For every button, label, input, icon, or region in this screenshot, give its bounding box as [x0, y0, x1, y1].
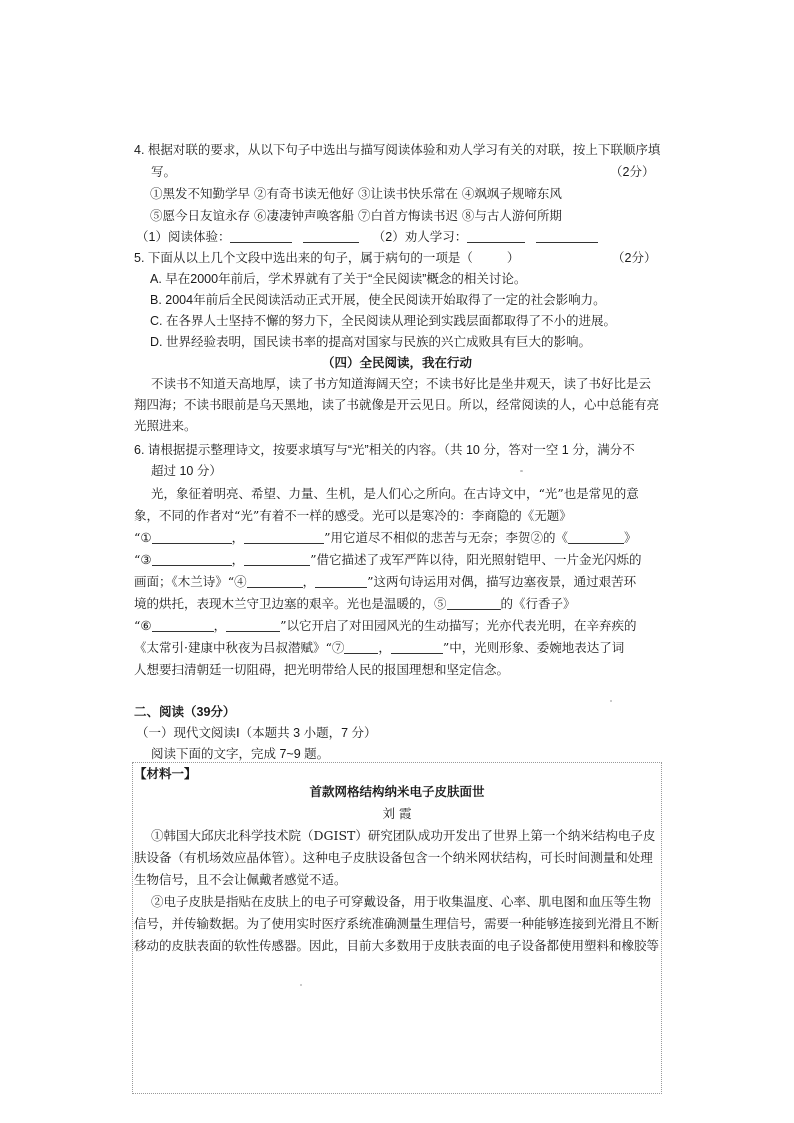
q6-comma: ， [231, 552, 245, 567]
q6-blank-2[interactable] [568, 529, 624, 544]
section4-para-line-2: 翔四海；不读书眼前是乌天黑地，读了书就像是开云见日。所以，经常阅读的人，心中总能有亮 [134, 397, 660, 412]
q6-line-9: 人想要扫清朝廷一切阻碍，把光明带给人民的报国理想和坚定信念。 [134, 662, 510, 677]
q6-comma: ， [213, 618, 227, 633]
q6-line-6-text: 境的烘托，表现木兰守卫边塞的艰辛。光也是温暖的，⑤ [134, 596, 447, 611]
q6-comma: ， [378, 640, 391, 655]
q6-blank-6a[interactable] [152, 617, 214, 632]
q6-blank-6b[interactable] [226, 617, 280, 632]
q6-blank-1-label: “① [134, 530, 152, 545]
scan-speck [610, 700, 612, 702]
q6-line-8-end: ”中，光则形象、委婉地表达了词 [442, 640, 625, 655]
q6-blank-5[interactable] [447, 595, 501, 610]
q6-comma: ， [302, 574, 316, 589]
q6-line-1: 光，象征着明亮、希望、力量、生机，是人们心之所向。在古诗文中，“光”也是常见的意 [151, 486, 639, 501]
article-p1-line-1: ①韩国大邱庆北科学技术院（DGIST）研究团队成功开发出了世界上第一个纳米结构电子皮 [151, 828, 656, 843]
q4-stem: 4. 根据对联的要求，从以下句子中选出与描写阅读体验和劝人学习有关的对联，按上下联顺序填 [134, 143, 661, 157]
q4-answer-label-2: （2）劝人学习： [372, 230, 468, 244]
q5-score: （2分） [612, 251, 657, 265]
q6-line-8 [134, 638, 624, 658]
section4-heading: （四）全民阅读，我在行动 [321, 356, 472, 370]
q5-option-a: A. 早在2000年前后，学术界就有了关于“全民阅读”概念的相关讨论。 [150, 272, 527, 286]
scan-speck [300, 984, 302, 986]
q4-blank-2[interactable] [303, 228, 359, 243]
q6-blank-7b[interactable] [391, 639, 443, 654]
q6-line-5 [134, 572, 636, 592]
q5-option-b: B. 2004年前后全民阅读活动正式开展，使全民阅读开始取得了一定的社会影响力。 [150, 293, 606, 307]
q6-blank-1a[interactable] [152, 529, 232, 544]
q6-stem-cont: 超过 10 分） [151, 464, 222, 478]
article-p2-line-2: 信号，并传输数据。为了使用实时医疗系统准确测量生理信号，需要一种能够连接到光滑且不断 [134, 916, 660, 931]
q6-blank-3b[interactable] [244, 551, 310, 566]
material-label: 【材料一】 [134, 767, 197, 781]
q6-line-4 [134, 550, 642, 570]
q4-blank-3[interactable] [467, 228, 525, 243]
section4-para-line-1: 不读书不知道天高地厚，读了书方知道海阔天空；不读书好比是坐井观天，读了书好比是云 [151, 376, 652, 391]
article-p2-line-1: ②电子皮肤是指贴在皮肤上的电子可穿戴设备，用于收集温度、心率、肌电图和血压等生物 [151, 894, 652, 909]
q5-stem-paren: ） [506, 251, 520, 265]
article-title: 首款网格结构纳米电子皮肤面世 [309, 785, 485, 799]
q6-line-2: 象，不同的作者对“光”有着不一样的感受。光可以是寒冷的：李商隐的《无题》 [134, 508, 572, 523]
q6-stem: 6. 请根据提示整理诗文，按要求填写与“光”相关的内容。（共 10 分，答对一空 1 分，满分不 [134, 443, 635, 457]
q6-line-3-end: 》 [624, 530, 637, 545]
q6-line-6-end: 的《行香子》 [500, 596, 576, 611]
part2-sub-heading: （一）现代文阅读Ⅰ（本题共 3 小题，7 分） [136, 726, 377, 740]
q6-blank-4a[interactable] [247, 573, 303, 588]
q6-line-3 [134, 528, 637, 548]
q6-blank-1b[interactable] [244, 529, 324, 544]
q4-answer-row [136, 227, 598, 247]
q6-line-6 [134, 594, 576, 614]
q4-options-row1: ①黑发不知勤学早 ②有奇书读无他好 ③让读书快乐常在 ④飒飒子规啼东风 [150, 186, 562, 201]
scan-speck [520, 470, 523, 472]
q4-blank-4[interactable] [536, 228, 598, 243]
part2-heading: 二、阅读（39分） [134, 705, 236, 719]
article-p2-line-3: 移动的皮肤表面的软性传感器。因此，目前大多数用于皮肤表面的电子设备都使用塑料和橡胶等 [134, 938, 660, 953]
article-p1-line-3: 生物信号，且不会让佩戴者感觉不适。 [134, 872, 347, 887]
article-p1-line-2: 肤设备（有机场效应晶体管）。这种电子皮肤设备包含一个纳米网状结构，可长时间测量和处理 [134, 850, 653, 865]
q5-stem [134, 248, 519, 268]
q6-blank-3a[interactable] [152, 551, 232, 566]
q4-score: （2分） [610, 165, 655, 179]
q6-line-3-text: ”用它道尽不相似的悲苦与无奈；李贺②的《 [324, 530, 569, 545]
q6-line-4-text: ”借它描述了戎军严阵以待，阳光照射铠甲、一片金光闪烁的 [310, 552, 642, 567]
q4-blank-1[interactable] [230, 228, 292, 243]
q6-line-8-text: 《太常引·建康中秋夜为吕叔潜赋》“⑦ [134, 640, 345, 655]
section4-para-line-3: 光照进来。 [134, 418, 197, 433]
part2-instruction: 阅读下面的文字，完成 7~9 题。 [151, 747, 330, 761]
q4-options-row2: ⑤愿今日友谊永存 ⑥凄凄钟声唤客船 ⑦白首方悔读书迟 ⑧与古人游何所期 [150, 208, 562, 223]
q6-line-7-text: ”以它开启了对田园风光的生动描写；光亦代表光明，在辛弃疾的 [280, 618, 637, 633]
q6-comma: ， [231, 530, 245, 545]
q6-blank-7a[interactable] [344, 639, 378, 654]
q6-line-5-text: 画面；《木兰诗》“④ [134, 574, 247, 589]
q6-blank-4b[interactable] [315, 573, 367, 588]
article-author: 刘 霞 [382, 806, 412, 821]
q5-option-d: D. 世界经验表明，国民读书率的提高对国家与民族的兴亡成败具有巨大的影响。 [150, 335, 591, 349]
q5-stem-text: 5. 下面从以上几个文段中选出来的句子，属于病句的一项是（ [134, 251, 473, 265]
q5-option-c: C. 在各界人士坚持不懈的努力下，全民阅读从理论到实践层面都取得了不小的进展。 [150, 314, 616, 328]
q4-answer-label-1: （1）阅读体验： [136, 230, 231, 244]
q4-stem-cont: 写。 [151, 165, 177, 179]
q6-blank-3-label: “③ [134, 552, 152, 567]
q6-blank-6-label: “⑥ [134, 618, 152, 633]
q6-line-7 [134, 616, 637, 636]
q6-line-5-end: ”这两句诗运用对偶，描写边塞夜景，通过艰苦环 [367, 574, 637, 589]
